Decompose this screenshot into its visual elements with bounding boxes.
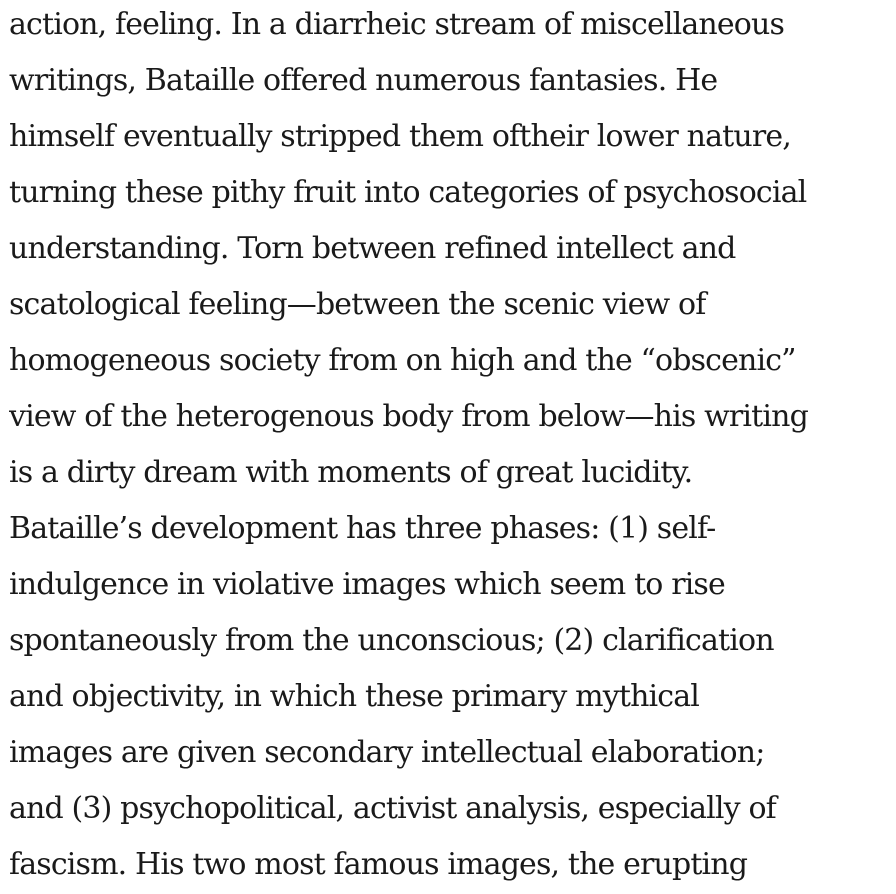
text-line: understanding. Torn between refined intellect and: [9, 231, 736, 266]
text-line: and (3) psychopolitical, activist analysis, especially of: [9, 791, 776, 826]
body-paragraph: [9, 0, 896, 893]
text-line: view of the heterogenous body from below—his writing: [9, 399, 808, 434]
text-line: and objectivity, in which these primary mythical: [9, 679, 700, 714]
text-line: fascism. His two most famous images, the erupting: [9, 847, 748, 882]
text-line: himself eventually stripped them oftheir lower nature,: [9, 119, 791, 154]
text-line: images are given secondary intellectual elaboration;: [9, 735, 765, 770]
text-line: indulgence in violative images which seem to rise: [9, 567, 725, 602]
text-line: Bataille’s development has three phases: (1) self-: [9, 511, 716, 546]
text-line: scatological feeling—between the scenic view of: [9, 287, 706, 322]
text-line: spontaneously from the unconscious; (2) clarification: [9, 623, 774, 658]
text-line: writings, Bataille offered numerous fantasies. He: [9, 63, 718, 98]
text-line: is a dirty dream with moments of great lucidity.: [9, 455, 693, 490]
text-line: turning these pithy fruit into categories of psychosocial: [9, 175, 807, 210]
text-line: action, feeling. In a diarrheic stream of miscellaneous: [9, 7, 784, 42]
document-page: [9, 0, 896, 894]
text-line: homogeneous society from on high and the “obscenic”: [9, 343, 796, 378]
